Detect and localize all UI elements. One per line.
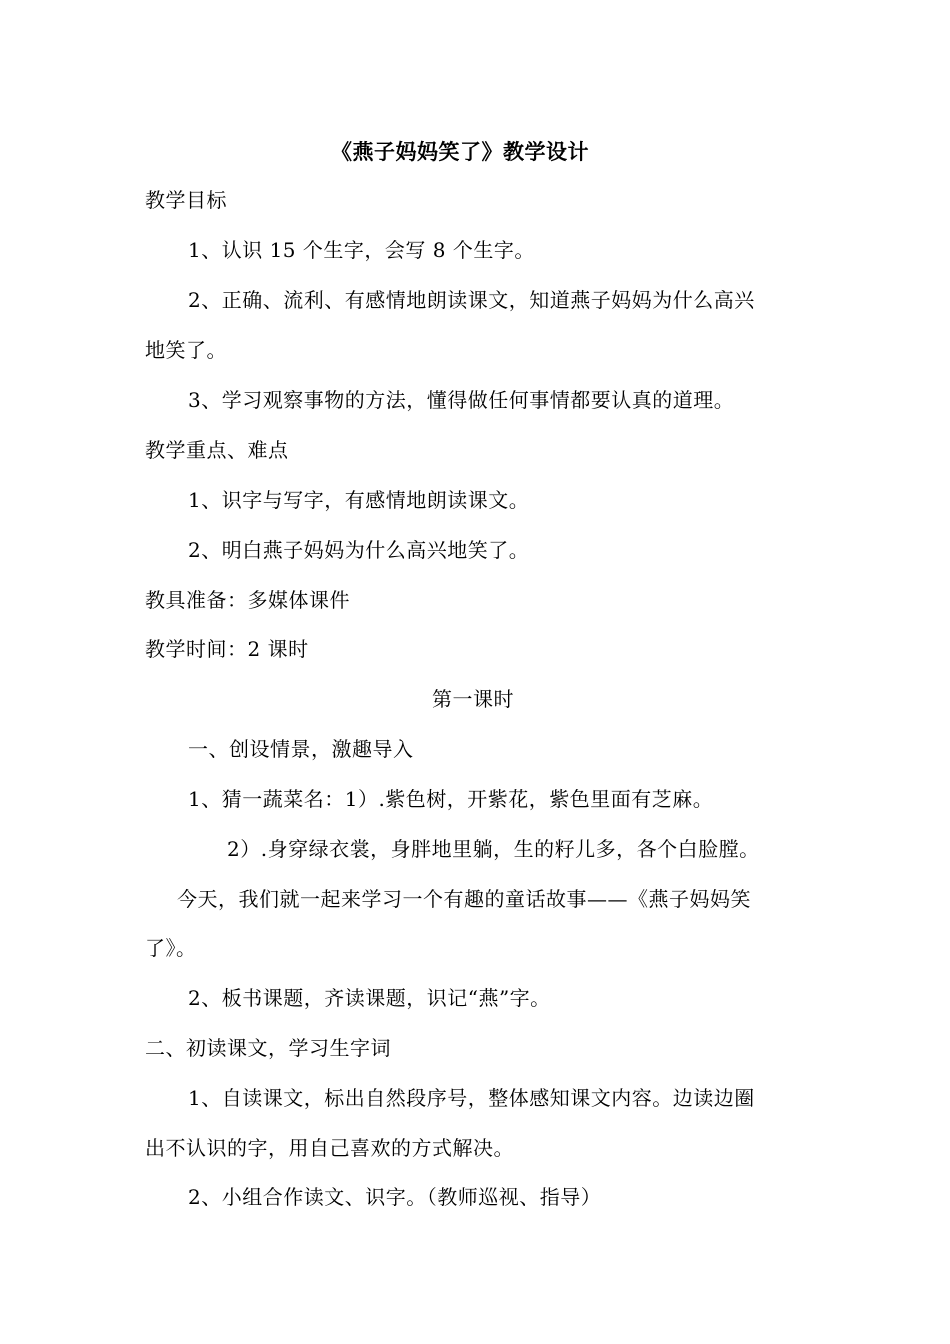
paragraph-line: 1、猜一蔬菜名：1）.紫色树，开紫花，紫色里面有芝麻。 [188,787,714,811]
teaching-aids-line: 教具准备：多媒体课件 [145,588,350,612]
section-heading-key-points: 教学重点、难点 [145,438,289,462]
paragraph-line: 1、认识 15 个生字，会写 8 个生字。 [188,238,535,262]
paragraph-line: 2、正确、流利、有感情地朗读课文，知道燕子妈妈为什么高兴 [188,288,755,312]
paragraph-line: 2）.身穿绿衣裳，身胖地里躺，生的籽儿多，各个白脸膛。 [227,837,760,861]
paragraph-line: 2、板书课题，齐读课题，识记“燕”字。 [188,986,551,1010]
paragraph-line: 地笑了。 [145,338,227,362]
section-heading-first-reading: 二、初读课文，学习生字词 [145,1036,391,1060]
paragraph-line: 3、学习观察事物的方法，懂得做任何事情都要认真的道理。 [188,388,735,412]
document-title: 《燕子妈妈笑了》教学设计 [331,139,589,164]
lesson-heading: 第一课时 [432,687,514,711]
paragraph-line: 出不认识的字，用自己喜欢的方式解决。 [145,1136,514,1160]
paragraph-line: 今天，我们就一起来学习一个有趣的童话故事——《燕子妈妈笑 [177,887,751,911]
paragraph-line: 1、识字与写字，有感情地朗读课文。 [188,488,530,512]
paragraph-line: 2、明白燕子妈妈为什么高兴地笑了。 [188,538,530,562]
paragraph-line: 2、小组合作读文、识字。（教师巡视、指导） [188,1185,602,1209]
section-heading-objectives: 教学目标 [145,188,227,212]
paragraph-line: 1、自读课文，标出自然段序号，整体感知课文内容。边读边圈 [188,1086,755,1110]
paragraph-line: 了》。 [145,936,197,960]
section-heading-intro: 一、创设情景，激趣导入 [188,737,414,761]
teaching-time-line: 教学时间：2 课时 [145,637,309,661]
